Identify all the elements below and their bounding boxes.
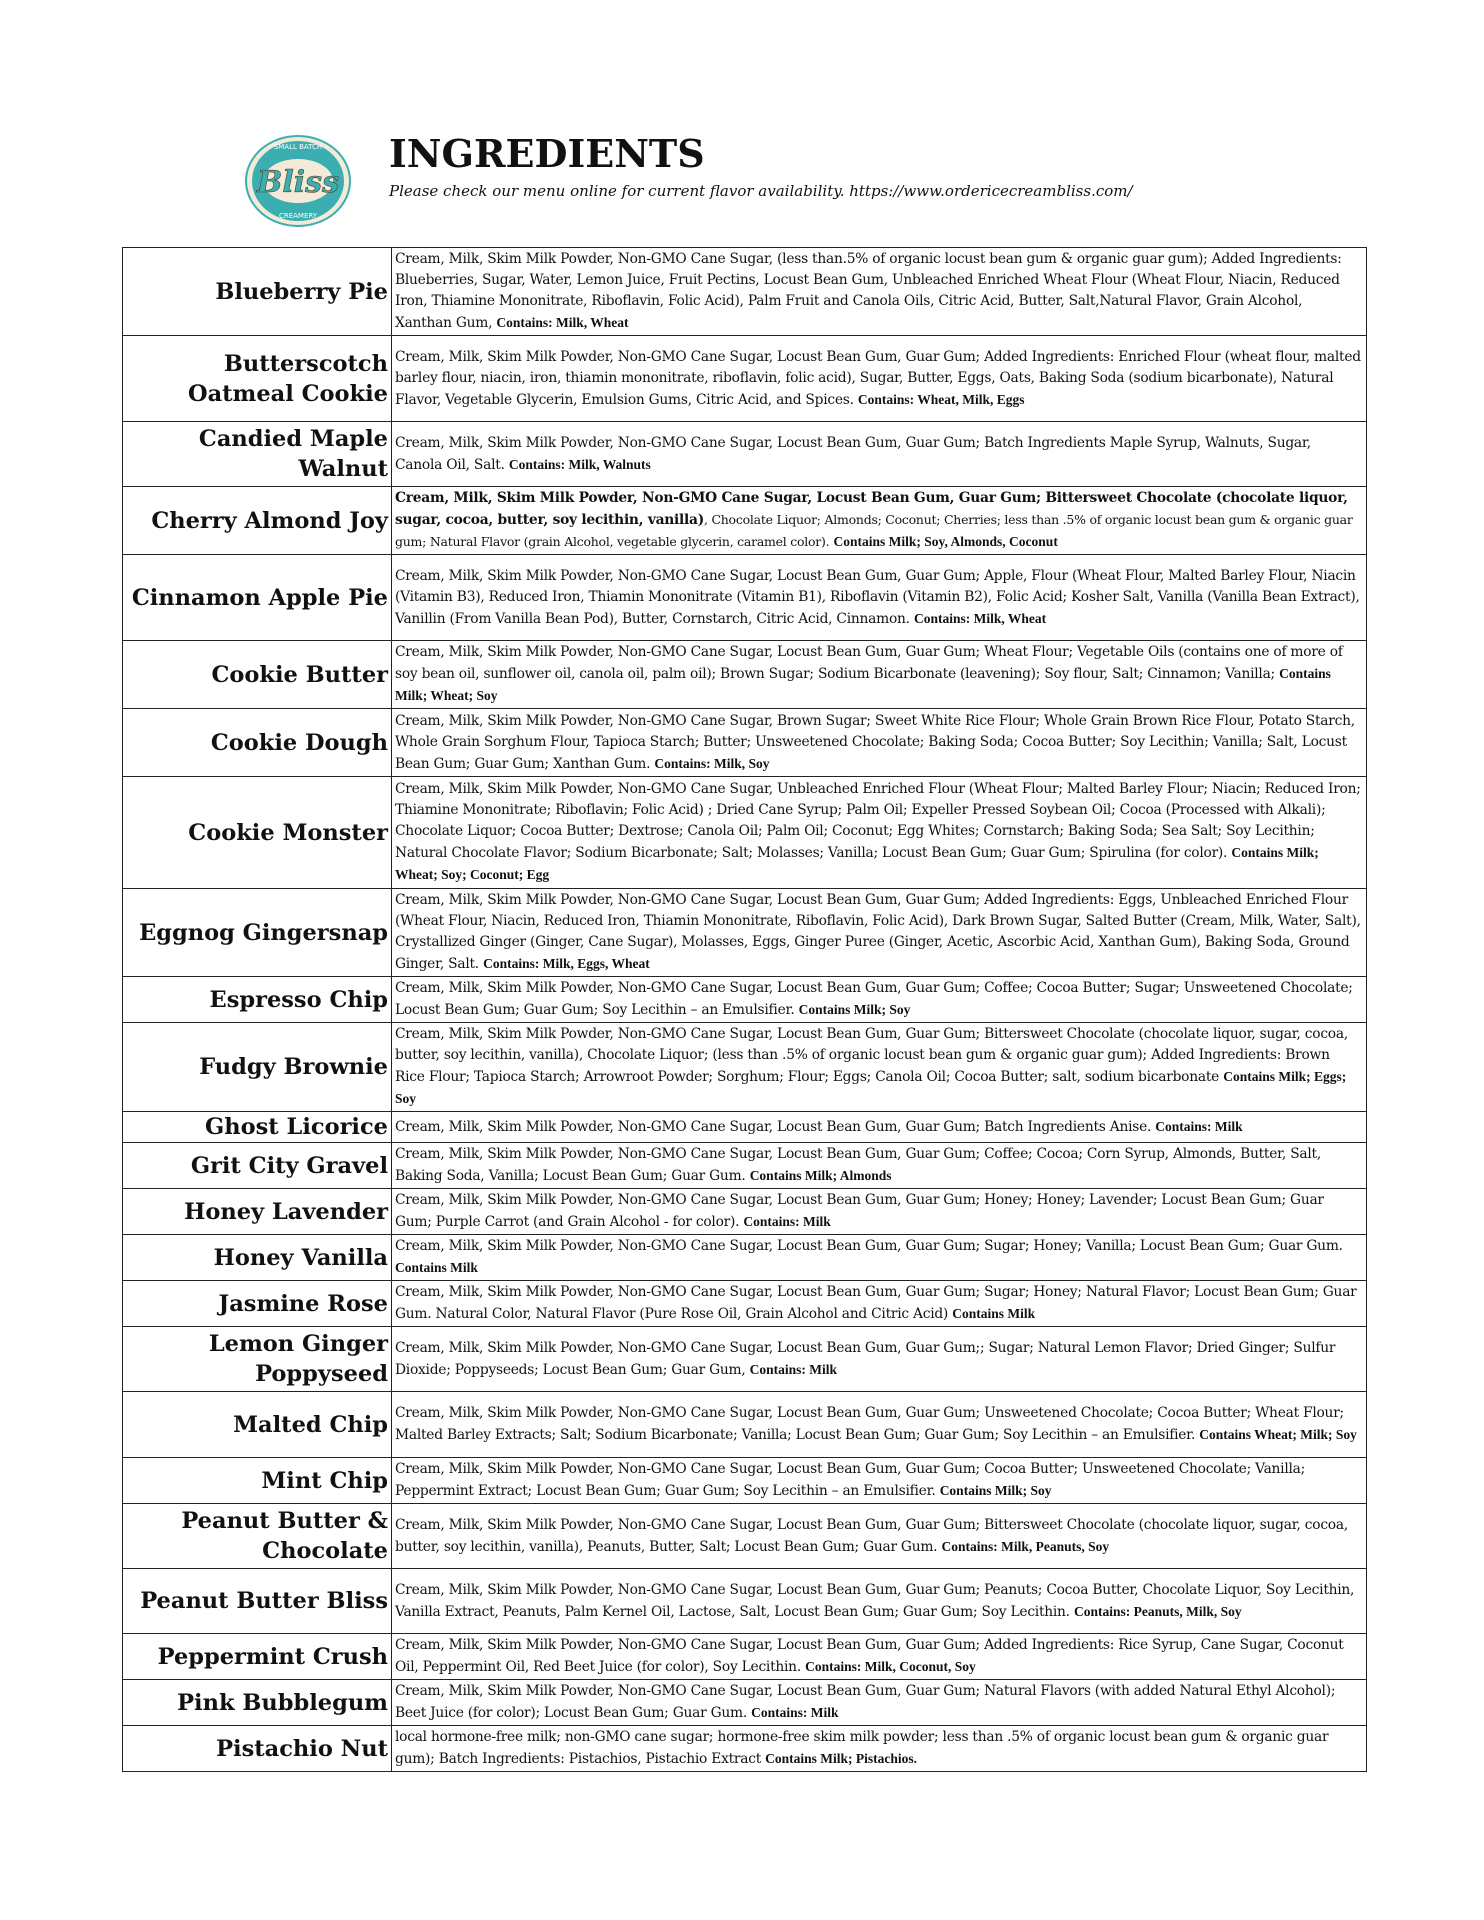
ingredients-text: Cream, Milk, Skim Milk Powder, Non-GMO Cane Sugar, Locust Bean Gum, Guar Gum; Bittersweet Chocolate (chocolate liquor, sugar, cocoa, butter, soy lecithin, vanilla), Chocolate Liquor; (less than .5% of organic locust bean gum & organic guar gum); Added Ingredients: Brown Rice Flour; Tapioca Starch; Arrowroot Powder; Sorghum; Flour; Eggs; Canola Oil; Cocoa Butter; salt, sodium bicarbonate bbox=[395, 1026, 1348, 1085]
flavor-name: Honey Vanilla bbox=[123, 1235, 392, 1281]
flavor-name: Peanut Butter Bliss bbox=[123, 1569, 392, 1634]
flavor-name: Peanut Butter & Chocolate bbox=[123, 1504, 392, 1569]
allergen-contains: Contains Wheat; Milk; Soy bbox=[1199, 1427, 1357, 1442]
logo-brand: Bliss bbox=[257, 165, 339, 200]
table-row bbox=[123, 889, 1367, 977]
table-row bbox=[123, 1569, 1367, 1634]
ingredients-text: Cream, Milk, Skim Milk Powder, Non-GMO Cane Sugar, Locust Bean Gum, Guar Gum; Coffee; Cocoa; Corn Syrup, Almonds, Butter, Salt, Baking Soda, Vanilla; Locust Bean Gum; Guar Gum. bbox=[395, 1146, 1321, 1184]
flavor-ingredients bbox=[392, 1112, 1367, 1143]
table-row bbox=[123, 555, 1367, 641]
allergen-contains: Contains Milk; Wheat; Soy bbox=[395, 666, 1331, 703]
ingredients-text: Cream, Milk, Skim Milk Powder, Non-GMO Cane Sugar, Unbleached Enriched Flour (Wheat Flour; Malted Barley Flour; Niacin; Reduced Iron; Thiamine Mononitrate; Riboflavin; Folic Acid) ; Dried Cane Syrup; Palm Oil; Expeller Pressed Soybean Oil; Cocoa (Processed with Alkali); Chocolate Liquor; Cocoa Butter; Dextrose; Canola Oil; Palm Oil; Coconut; Egg Whites; Cornstarch; Baking Soda; Sea Salt; Soy Lecithin; Natural Chocolate Flavor; Sodium Bicarbonate; Salt; Molasses; Vanilla; Locust Bean Gum; Guar Gum; Spirulina (for color). bbox=[395, 781, 1361, 861]
flavor-ingredients bbox=[392, 248, 1367, 336]
table-row bbox=[123, 336, 1367, 422]
ingredients-text: Cream, Milk, Skim Milk Powder, Non-GMO Cane Sugar, Locust Bean Gum, Guar Gum; Apple, Flour (Wheat Flour, Malted Barley Flour, Niacin (Vitamin B3), Reduced Iron, Thiamin Mononitrate (Vitamin B1), Riboflavin (Vitamin B2), Folic Acid; Kosher Salt, Vanilla (Vanilla Bean Extract), Vanillin (From Vanilla Bean Pod), Butter, Cornstarch, Citric Acid, Cinnamon. bbox=[395, 567, 1360, 627]
flavor-ingredients bbox=[392, 1143, 1367, 1189]
flavor-ingredients bbox=[392, 422, 1367, 487]
ingredients-text: Cream, Milk, Skim Milk Powder, Non-GMO Cane Sugar, Locust Bean Gum, Guar Gum; Honey; Honey; Lavender; Locust Bean Gum; Guar Gum; Purple Carrot (and Grain Alcohol - for color). bbox=[395, 1192, 1324, 1230]
ingredients-text: Cream, Milk, Skim Milk Powder, Non-GMO Cane Sugar, Locust Bean Gum, Guar Gum; Added Ingredients: Rice Syrup, Cane Sugar, Coconut Oil, Peppermint Oil, Red Beet Juice (for color), Soy Lecithin. bbox=[395, 1637, 1344, 1675]
table-row bbox=[123, 1327, 1367, 1392]
flavor-ingredients bbox=[392, 1458, 1367, 1504]
ingredients-text: Cream, Milk, Skim Milk Powder, Non-GMO Cane Sugar, Locust Bean Gum, Guar Gum; Natural Flavors (with added Natural Ethyl Alcohol); Beet Juice (for color); Locust Bean Gum; Guar Gum. bbox=[395, 1683, 1336, 1721]
flavor-name: Mint Chip bbox=[123, 1458, 392, 1504]
flavor-name: Lemon Ginger Poppyseed bbox=[123, 1327, 392, 1392]
flavor-name: Espresso Chip bbox=[123, 977, 392, 1023]
logo-arc-top: SMALL BATCH bbox=[273, 143, 323, 151]
flavor-name: Butterscotch Oatmeal Cookie bbox=[123, 336, 392, 422]
flavor-name: Grit City Gravel bbox=[123, 1143, 392, 1189]
ingredients-text: Cream, Milk, Skim Milk Powder, Non-GMO Cane Sugar, Locust Bean Gum, Guar Gum; Cocoa Butter; Unsweetened Chocolate; Vanilla; Peppermint Extract; Locust Bean Gum; Guar Gum; Soy Lecithin – an Emulsifier. bbox=[395, 1461, 1306, 1499]
allergen-contains: Contains Milk; Pistachios. bbox=[765, 1751, 918, 1766]
flavor-name: Ghost Licorice bbox=[123, 1112, 392, 1143]
table-row bbox=[123, 1235, 1367, 1281]
flavor-ingredients bbox=[392, 1281, 1367, 1327]
flavor-ingredients bbox=[392, 889, 1367, 977]
allergen-contains: Contains: Milk, Coconut, Soy bbox=[805, 1659, 976, 1674]
flavor-ingredients bbox=[392, 555, 1367, 641]
table-row bbox=[123, 777, 1367, 889]
table-row bbox=[123, 1023, 1367, 1112]
table-row bbox=[123, 1112, 1367, 1143]
ingredients-text: , Chocolate Liquor; Almonds; Coconut; Cherries; less than .5% of organic locust bean gum & organic guar gum; Natural Flavor (grain Alcohol, vegetable glycerin, caramel color). bbox=[395, 512, 1353, 549]
table-row bbox=[123, 1726, 1367, 1772]
allergen-contains: Contains: Milk, Wheat bbox=[913, 610, 1047, 626]
allergen-contains: Contains: Milk bbox=[749, 1361, 838, 1377]
flavor-name: Blueberry Pie bbox=[123, 248, 392, 336]
flavor-ingredients bbox=[392, 1235, 1367, 1281]
allergen-contains: Contains: Wheat, Milk, Eggs bbox=[857, 391, 1025, 407]
ingredients-text: Cream, Milk, Skim Milk Powder, Non-GMO Cane Sugar, Locust Bean Gum, Guar Gum; Added Ingredients: Enriched Flour (wheat flour, malted barley flour, niacin, iron, thiamin mononitrate, riboflavin, folic acid), Sugar, Butter, Eggs, Oats, Baking Soda (sodium bicarbonate), Natural Flavor, Vegetable Glycerin, Emulsion Gums, Citric Acid, and Spices. bbox=[395, 348, 1361, 408]
allergen-contains: Contains Milk; Almonds bbox=[749, 1168, 892, 1183]
flavor-ingredients bbox=[392, 1392, 1367, 1458]
ingredients-text: Cream, Milk, Skim Milk Powder, Non-GMO Cane Sugar, Locust Bean Gum, Guar Gum;; Sugar; Natural Lemon Flavor; Dried Ginger; Sulfur Dioxide; Poppyseeds; Locust Bean Gum; Guar Gum, bbox=[395, 1339, 1336, 1378]
flavor-name: Pink Bubblegum bbox=[123, 1680, 392, 1726]
flavor-name: Cherry Almond Joy bbox=[123, 487, 392, 555]
allergen-contains: Contains Milk; Eggs; Soy bbox=[395, 1069, 1347, 1106]
ingredients-text: Cream, Milk, Skim Milk Powder, Non-GMO Cane Sugar, Locust Bean Gum, Guar Gum; Batch Ingredients Maple Syrup, Walnuts, Sugar, Canola Oil, Salt. bbox=[395, 434, 1311, 473]
ingredients-text: Cream, Milk, Skim Milk Powder, Non-GMO Cane Sugar, Locust Bean Gum, Guar Gum; Batch Ingredients Anise. bbox=[395, 1119, 1152, 1135]
ingredients-text: Cream, Milk, Skim Milk Powder, Non-GMO Cane Sugar, Locust Bean Gum, Guar Gum; Peanuts; Cocoa Butter, Chocolate Liquor, Soy Lecithin, Vanilla Extract, Peanuts, Palm Kernel Oil, Lactose, Salt, Locust Bean Gum; Guar Gum; Soy Lecithin. bbox=[395, 1581, 1355, 1620]
flavor-name: Fudgy Brownie bbox=[123, 1023, 392, 1112]
ingredients-text: Cream, Milk, Skim Milk Powder, Non-GMO Cane Sugar, (less than.5% of organic locust bean gum & organic guar gum); Added Ingredients: Blueberries, Sugar, Water, Lemon Juice, Fruit Pectins, Locust Bean Gum, Unbleached Enriched Wheat Flour (Wheat Flour, Niacin, Reduced Iron, Thiamine Mononitrate, Riboflavin, Folic Acid), Palm Fruit and Canola Oils, Citric Acid, Butter, Salt,Natural Flavor, Grain Alcohol, Xanthan Gum, bbox=[395, 251, 1342, 331]
table-row bbox=[123, 422, 1367, 487]
flavor-ingredients bbox=[392, 641, 1367, 709]
flavor-name: Cookie Butter bbox=[123, 641, 392, 709]
flavor-name: Malted Chip bbox=[123, 1392, 392, 1458]
allergen-contains: Contains: Milk bbox=[751, 1705, 839, 1720]
flavor-ingredients bbox=[392, 1504, 1367, 1569]
allergen-contains: Contains: Milk, Wheat bbox=[496, 315, 629, 330]
allergen-contains: Contains Milk; Wheat; Soy; Coconut; Egg bbox=[395, 845, 1319, 882]
flavor-name: Eggnog Gingersnap bbox=[123, 889, 392, 977]
logo-graphic bbox=[244, 134, 352, 228]
flavor-name: Jasmine Rose bbox=[123, 1281, 392, 1327]
flavor-ingredients bbox=[392, 977, 1367, 1023]
ingredients-text: Cream, Milk, Skim Milk Powder, Non-GMO Cane Sugar, Locust Bean Gum, Guar Gum; Added Ingredients: Eggs, Unbleached Enriched Flour (Wheat Flour, Niacin, Reduced Iron, Thiamin Mononitrate, Riboflavin, Folic Acid), Dark Brown Sugar, Salted Butter (Cream, Milk, Water, Salt), Crystallized Ginger (Ginger, Cane Sugar), Molasses, Eggs, Ginger Puree (Ginger, Acetic, Ascorbic Acid, Xanthan Gum), Baking Soda, Ground Ginger, Salt. bbox=[395, 892, 1361, 972]
flavor-ingredients bbox=[392, 1327, 1367, 1392]
flavor-ingredients bbox=[392, 1189, 1367, 1235]
ingredients-text: Cream, Milk, Skim Milk Powder, Non-GMO Cane Sugar, Locust Bean Gum, Guar Gum; Wheat Flour; Vegetable Oils (contains one of more of soy bean oil, sunflower oil, canola oil, palm oil); Brown Sugar; Sodium Bicarbonate (leavening); Soy flour, Salt; Cinnamon; Vanilla; bbox=[395, 644, 1343, 682]
allergen-contains: Contains Milk; Soy bbox=[798, 1002, 911, 1017]
flavor-ingredients bbox=[392, 1726, 1367, 1772]
flavor-name: Candied Maple Walnut bbox=[123, 422, 392, 487]
table-row bbox=[123, 709, 1367, 777]
bliss-logo-icon bbox=[244, 134, 352, 228]
ingredients-text: local hormone-free milk; non-GMO cane sugar; hormone-free skim milk powder; less than .5% of organic locust bean gum & organic guar gum); Batch Ingredients: Pistachios, Pistachio Extract bbox=[395, 1729, 1329, 1767]
flavor-name: Peppermint Crush bbox=[123, 1634, 392, 1680]
allergen-contains: Contains: Peanuts, Milk, Soy bbox=[1073, 1603, 1242, 1619]
allergen-contains: Contains: Milk, Peanuts, Soy bbox=[941, 1538, 1110, 1554]
allergen-contains: Contains: Milk, Walnuts bbox=[508, 456, 651, 472]
table-row bbox=[123, 1504, 1367, 1569]
ingredients-text: Cream, Milk, Skim Milk Powder, Non-GMO Cane Sugar, Locust Bean Gum, Guar Gum; Unsweetened Chocolate; Cocoa Butter; Wheat Flour; Malted Barley Extracts; Salt; Sodium Bicarbonate; Vanilla; Locust Bean Gum; Guar Gum; Soy Lecithin – an Emulsifier. bbox=[395, 1405, 1344, 1443]
table-row bbox=[123, 487, 1367, 555]
allergen-contains: Contains Milk; Soy, Almonds, Coconut bbox=[833, 534, 1058, 549]
table-row bbox=[123, 1392, 1367, 1458]
flavor-ingredients bbox=[392, 709, 1367, 777]
allergen-contains: Contains: Milk, Eggs, Wheat bbox=[483, 956, 650, 971]
table-row bbox=[123, 248, 1367, 336]
allergen-contains: Contains Milk bbox=[952, 1306, 1036, 1321]
ingredients-table bbox=[122, 247, 1367, 1772]
ingredients-text: Cream, Milk, Skim Milk Powder, Non-GMO Cane Sugar, Locust Bean Gum, Guar Gum; Sugar; Honey; Vanilla; Locust Bean Gum; Guar Gum. bbox=[395, 1238, 1343, 1254]
flavor-ingredients bbox=[392, 336, 1367, 422]
ingredients-text: Cream, Milk, Skim Milk Powder, Non-GMO Cane Sugar, Locust Bean Gum, Guar Gum; Bittersweet Chocolate (chocolate liquor, sugar, cocoa, butter, soy lecithin, vanilla), Peanuts, Butter, Salt; Locust Bean Gum; Guar Gum. bbox=[395, 1516, 1348, 1555]
ingredients-lead: Cream, Milk, Skim Milk Powder, Non-GMO Cane Sugar, Locust Bean Gum, Guar Gum; Bittersweet Chocolate (chocolate liquor, sugar, cocoa, butter, soy lecithin, vanilla) bbox=[395, 490, 1348, 528]
table-row bbox=[123, 1458, 1367, 1504]
flavor-ingredients bbox=[392, 487, 1367, 555]
flavor-name: Cinnamon Apple Pie bbox=[123, 555, 392, 641]
ingredients-table-body bbox=[123, 248, 1367, 1772]
ingredients-text: Cream, Milk, Skim Milk Powder, Non-GMO Cane Sugar, Locust Bean Gum, Guar Gum; Sugar; Honey; Natural Flavor; Locust Bean Gum; Guar Gum. Natural Color, Natural Flavor (Pure Rose Oil, Grain Alcohol and Citric Acid) bbox=[395, 1284, 1357, 1322]
flavor-name: Cookie Monster bbox=[123, 777, 392, 889]
flavor-ingredients bbox=[392, 777, 1367, 889]
allergen-contains: Contains: Milk bbox=[743, 1214, 831, 1229]
allergen-contains: Contains Milk; Soy bbox=[939, 1483, 1052, 1498]
logo-arc-bottom: CREAMERY bbox=[278, 212, 318, 220]
flavor-ingredients bbox=[392, 1634, 1367, 1680]
table-row bbox=[123, 1680, 1367, 1726]
ingredients-text: Cream, Milk, Skim Milk Powder, Non-GMO Cane Sugar, Locust Bean Gum, Guar Gum; Coffee; Cocoa Butter; Sugar; Unsweetened Chocolate; Locust Bean Gum; Guar Gum; Soy Lecithin – an Emulsifier. bbox=[395, 980, 1353, 1018]
ingredients-text: Cream, Milk, Skim Milk Powder, Non-GMO Cane Sugar, Brown Sugar; Sweet White Rice Flour; Whole Grain Brown Rice Flour, Potato Starch, Whole Grain Sorghum Flour, Tapioca Starch; Butter; Unsweetened Chocolate; Baking Soda; Cocoa Butter; Soy Lecithin; Vanilla; Salt, Locust Bean Gum; Guar Gum; Xanthan Gum. bbox=[395, 712, 1355, 772]
header bbox=[389, 131, 1133, 201]
table-row bbox=[123, 641, 1367, 709]
allergen-contains: Contains: Milk bbox=[1155, 1119, 1243, 1134]
flavor-ingredients bbox=[392, 1569, 1367, 1634]
table-row bbox=[123, 977, 1367, 1023]
page-title: INGREDIENTS bbox=[389, 131, 705, 176]
flavor-name: Pistachio Nut bbox=[123, 1726, 392, 1772]
flavor-ingredients bbox=[392, 1023, 1367, 1112]
flavor-ingredients bbox=[392, 1680, 1367, 1726]
allergen-contains: Contains Milk bbox=[395, 1260, 478, 1275]
table-row bbox=[123, 1189, 1367, 1235]
table-row bbox=[123, 1143, 1367, 1189]
table-row bbox=[123, 1634, 1367, 1680]
table-row bbox=[123, 1281, 1367, 1327]
allergen-contains: Contains: Milk, Soy bbox=[654, 755, 770, 771]
flavor-name: Honey Lavender bbox=[123, 1189, 392, 1235]
flavor-name: Cookie Dough bbox=[123, 709, 392, 777]
page-subtitle: Please check our menu online for current flavor availability. https://www.ordericecreambliss.com/ bbox=[389, 182, 1133, 200]
